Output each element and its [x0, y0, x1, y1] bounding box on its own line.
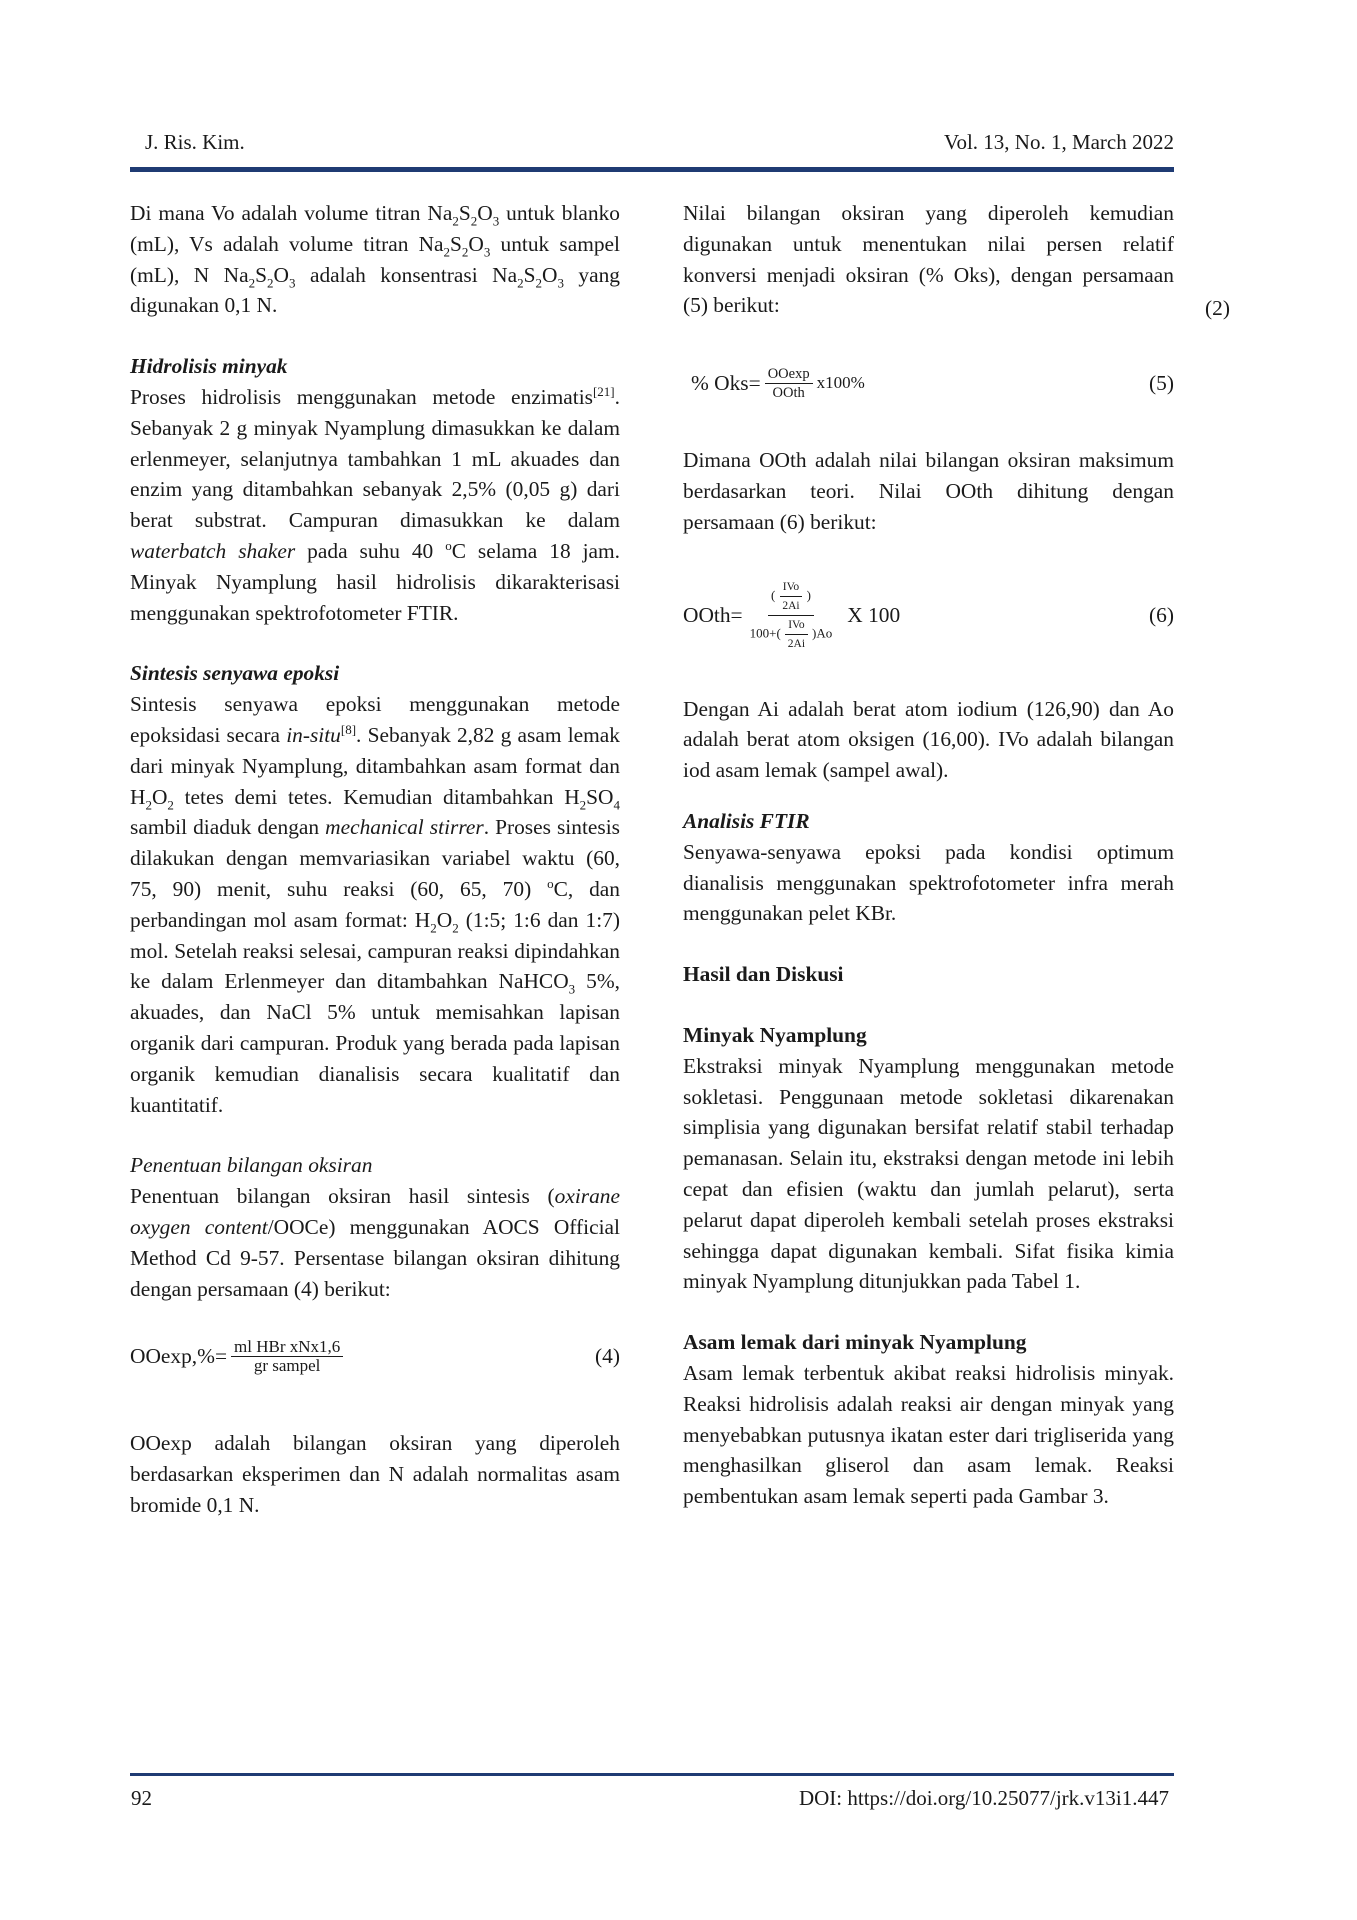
paragraph-minyak-nyamplung: Ekstraksi minyak Nyamplung menggunakan metode sokletasi. Penggunaan metode sokletasi dikarenakan simplisia yang digunakan bersifat relatif stabil terhadap pemanasan. Selain itu, ekstraksi dengan metode ini lebih cepat dan efisien (waktu dan jumlah pelarut), serta pelarut dapat diperoleh kembali setelah proses ekstraksi sehingga dapat digunakan kembali. Sifat fisika kimia minyak Nyamplung ditunjukkan pada Tabel 1.: [683, 1053, 1174, 1294]
heading-sintesis: Sintesis senyawa epoksi: [130, 661, 340, 686]
eq6-numerator: ( $\frac{\text{IVo}}{2Ai}$ ): [768, 578, 814, 616]
volume-info: Vol. 13, No. 1, March 2022: [943, 130, 1174, 154]
paragraph-penentuan: Penentuan bilangan oksiran hasil sintesis (oxirane oxygen content/OOCe) menggunakan AOCS Official Method Cd 9-57. Persentase bilangan oksiran dihitung dengan persamaan (4) berikut:: [130, 1184, 620, 1301]
paragraph-ai-ao: Dengan Ai adalah berat atom iodium (126,90) dan Ao adalah berat atom oksigen (16,00). IVo adalah bilangan iod asam lemak (sampel awal).: [683, 696, 1174, 783]
page-number: 92: [131, 1786, 152, 1810]
eq5-number: (5): [1149, 370, 1174, 395]
heading-hidrolisis: Hidrolisis minyak: [130, 354, 288, 379]
eq6-lhs: OOth=: [683, 603, 743, 628]
doi-link[interactable]: DOI: https://doi.org/10.25077/jrk.v13i1.447: [798, 1786, 1169, 1810]
eq5-fraction: [765, 365, 813, 402]
eq6-number: (6): [1149, 603, 1174, 628]
paragraph-ooth: Dimana OOth adalah nilai bilangan oksiran maksimum berdasarkan teori. Nilai OOth dihitung dengan persamaan (6) berikut:: [683, 448, 1174, 534]
journal-name: J. Ris. Kim.: [145, 130, 245, 154]
paragraph-ooexp: OOexp adalah bilangan oksiran yang diperoleh berdasarkan eksperimen dan N adalah normalitas asam bromide 0,1 N.: [130, 1431, 620, 1517]
eq6-denominator: 100+( $\frac{\text{IVo}}{2Ai}$ )Ao: [747, 616, 836, 653]
footer-rule: [130, 1773, 1174, 1776]
eq5-lhs: % Oks=: [691, 370, 761, 395]
eq6-tail: X 100: [847, 603, 901, 628]
equation-6: [683, 568, 1174, 664]
eq4-lhs: OOexp,%=: [130, 1343, 228, 1368]
paragraph-ftir: Senyawa-senyawa epoksi pada kondisi optimum dianalisis menggunakan spektrofotometer infra merah menggunakan pelet KBr.: [683, 839, 1174, 926]
header-rule: [130, 167, 1174, 172]
paragraph-nilai-bilangan: Nilai bilangan oksiran yang diperoleh kemudian digunakan untuk menentukan nilai persen relatif konversi menjadi oksiran (% Oks), dengan persamaan (5) berikut:: [683, 201, 1174, 318]
eq4-numerator: ml HBr xNx1,6: [231, 1338, 343, 1357]
eq4-fraction: [231, 1338, 343, 1375]
left-column: [130, 198, 620, 1521]
eq6-inner-fraction-top: $\frac{\text{IVo}}{2Ai}$: [779, 578, 802, 615]
eq5-tail: x100%: [816, 372, 865, 392]
heading-ftir: Analisis FTIR: [683, 808, 810, 833]
eq4-denominator: gr sampel: [253, 1355, 321, 1375]
paragraph-asam-lemak: Asam lemak terbentuk akibat reaksi hidrolisis minyak. Reaksi hidrolisis adalah reaksi air dengan minyak yang menyebabkan putusnya ikatan ester dari trigliserida yang menghasilkan gliserol dan asam lemak. Reaksi pembentukan asam lemak seperti pada Gambar 3.: [683, 1360, 1174, 1509]
paragraph-sintesis: Sintesis senyawa epoksi menggunakan metode epoksidasi secara in-situ[8]. Sebanyak 2,82 g asam lemak dari minyak Nyamplung, ditambahkan asam format dan $H_2O_2$ tetes demi tetes. Kemudian ditambahkan $H_2SO_4$ sambil diaduk dengan mechanical stirrer. Proses sintesis dilakukan dengan memvariasikan variabel waktu (60, 75, 90) menit, suhu reaksi (60, 65, 70) $^o$C, dan perbandingan mol asam format: $H_2O_2$ (1:5; 1:6 dan 1:7) mol. Setelah reaksi selesai, campuran reaksi dipindahkan ke dalam Erlenmeyer dan ditambahkan NaHCO$_3$ 5%, akuades, dan NaCl 5% untuk memisahkan lapisan organik dari campuran. Produk yang berada pada lapisan organik kemudian dianalisis secara kualitatif dan kuantitatif.: [130, 692, 620, 1117]
eq5-numerator: OOexp: [765, 365, 813, 384]
equation-5: [683, 351, 1174, 415]
eq5-denominator: OOth: [772, 384, 805, 401]
eq6-inner-fraction-bottom: $\frac{\text{IVo}}{2Ai}$: [785, 616, 808, 653]
eq6-fraction: [747, 578, 836, 653]
heading-hasil-diskusi: Hasil dan Diskusi: [683, 962, 844, 987]
eq4-number: (4): [595, 1343, 620, 1368]
paragraph-hidrolisis: Proses hidrolisis menggunakan metode enzimatis[21]. Sebanyak 2 g minyak Nyamplung dimasukkan ke dalam erlenmeyer, selanjutnya tambahkan 1 mL akuades dan enzim yang ditambahkan sebanyak 2,5% (0,05 g) dari berat substrat. Campuran dimasukkan ke dalam waterbatch shaker pada suhu 40 $^o$C selama 18 jam. Minyak Nyamplung hasil hidrolisis dikarakterisasi menggunakan spektrofotometer FTIR.: [130, 383, 621, 625]
heading-minyak-nyamplung: Minyak Nyamplung: [683, 1022, 867, 1047]
heading-penentuan: Penentuan bilangan oksiran: [130, 1153, 373, 1178]
paragraph-titration-variables: Di mana Vo adalah volume titran $Na_2S_2O_3$ untuk blanko (mL), Vs adalah volume titran $Na_2S_2O_3$ untuk sampel (mL), N $Na_2S_2O_3$ adalah konsentrasi $Na_2S_2O_3$ yang digunakan 0,1 N.: [130, 201, 621, 318]
stray-equation-label: (2): [1205, 296, 1230, 320]
right-column: [683, 198, 1174, 1512]
heading-asam-lemak: Asam lemak dari minyak Nyamplung: [683, 1330, 1027, 1355]
equation-4: [130, 1324, 620, 1388]
